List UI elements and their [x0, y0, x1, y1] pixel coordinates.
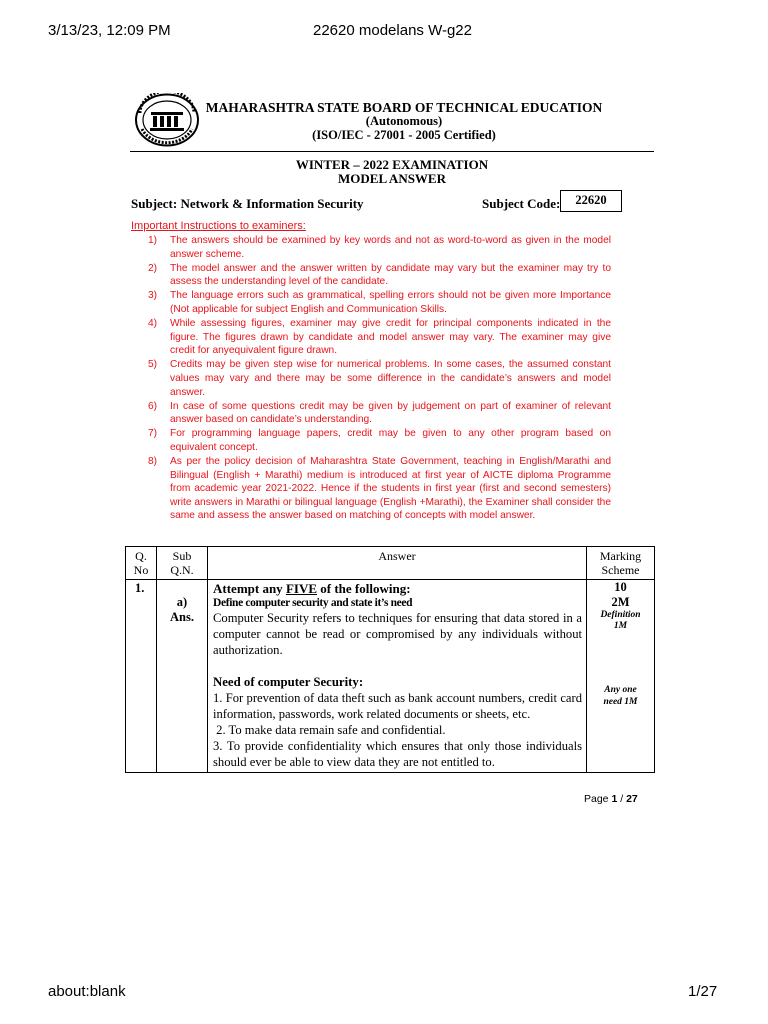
- cell-marking: 10 2M Definition 1M Any one need 1M: [587, 580, 655, 773]
- question-text: Define computer security and state it’s need: [213, 597, 413, 609]
- table-row: [126, 580, 655, 773]
- need-heading: Need of computer Security:: [213, 675, 364, 689]
- answer-table: [125, 546, 655, 773]
- table-header-row: [126, 547, 655, 580]
- instructions-list: [131, 234, 611, 523]
- header-subqn: Sub Q.N.: [157, 547, 208, 580]
- print-datetime: 3/13/23, 12:09 PM: [48, 22, 171, 39]
- instruction-item: [131, 317, 611, 358]
- instruction-number: 2): [148, 262, 158, 274]
- print-page-counter: 1/27: [688, 983, 718, 1000]
- msbte-logo: [134, 93, 200, 147]
- print-url: about:blank: [48, 983, 126, 1000]
- page-number: Page 1 / 27: [584, 793, 638, 805]
- instruction-item: [131, 427, 611, 454]
- exam-title: WINTER – 2022 EXAMINATION: [295, 157, 489, 172]
- instructions-title: Important Instructions to examiners:: [131, 220, 306, 232]
- header-divider: [130, 151, 654, 152]
- instruction-item: [131, 358, 611, 399]
- instruction-text: In case of some questions credit may be given by judgement on part of examiner of relevant answer based on candidate’s understanding.: [170, 400, 611, 426]
- instruction-item: [131, 262, 611, 289]
- subject-code-box: 22620: [560, 190, 622, 212]
- instruction-item: [131, 234, 611, 261]
- cell-subqn: a) Ans.: [157, 580, 208, 773]
- instruction-number: 4): [148, 318, 158, 330]
- instruction-text: The model answer and the answer written by candidate may vary but the examiner may try to assess the understanding level of the candidate.: [170, 262, 611, 288]
- org-certification: (ISO/IEC - 27001 - 2005 Certified): [312, 128, 496, 142]
- question-instruction: Attempt any FIVE of the following:: [213, 581, 411, 596]
- instruction-number: 6): [148, 400, 158, 412]
- instruction-text: The answers should be examined by key words and not as word-to-word as given in the model answer scheme.: [170, 235, 611, 260]
- cell-qno: 1.: [126, 580, 157, 773]
- instruction-text: The language errors such as grammatical, spelling errors should not be given more Importance (Not applicable for subject English and Communication Skills.: [170, 290, 611, 315]
- instruction-item: [131, 455, 611, 523]
- need-point-3: 3. To provide confidentiality which ensures that only those individuals should ever be able to view data they are not entitled to.: [213, 739, 582, 769]
- need-point-2: 2. To make data remain safe and confidential.: [213, 723, 446, 737]
- need-point-1: 1. For prevention of data theft such as bank account numbers, credit card information, passwords, work related documents or sheets, etc.: [213, 691, 582, 721]
- org-name: MAHARASHTRA STATE BOARD OF TECHNICAL EDUCATION: [205, 100, 603, 115]
- instruction-number: 3): [148, 290, 158, 302]
- instruction-number: 8): [148, 456, 158, 467]
- instruction-number: 5): [148, 359, 158, 371]
- instruction-number: 7): [148, 428, 158, 440]
- header-answer: Answer: [208, 547, 587, 580]
- print-doc-title: 22620 modelans W-g22: [313, 22, 472, 39]
- header-marking: Marking Scheme: [587, 547, 655, 580]
- answer-definition: Computer Security refers to techniques for ensuring that data stored in a computer cannot be read or compromised by any individuals without authorization.: [213, 611, 582, 657]
- subject-code-label: Subject Code:: [482, 196, 561, 211]
- cell-answer: [208, 580, 587, 773]
- instruction-number: 1): [148, 235, 158, 246]
- instruction-text: For programming language papers, credit may be given to any other program based on equivalent concept.: [170, 428, 611, 453]
- instruction-text: While assessing figures, examiner may give credit for principal components indicated in the figure. The figures drawn by candidate and model answer may vary. The examiner may give credit for anyequivalent figure drawn.: [170, 318, 611, 357]
- instruction-item: [131, 400, 611, 427]
- org-autonomous: (Autonomous): [365, 114, 443, 128]
- instruction-item: [131, 289, 611, 316]
- subject-label: Subject: Network & Information Security: [131, 196, 364, 211]
- instruction-text: Credits may be given step wise for numerical problems. In some cases, the assumed constant values may vary and there may be some difference in the candidate’s answers and model answer.: [170, 359, 611, 398]
- instruction-text: As per the policy decision of Maharashtra State Government, teaching in English/Marathi and Bilingual (English + Marathi) medium is introduced at first year of AICTE diploma Programme from academic year 2021-2022. Hence if the students in first year (first and second semesters) write answers in Marathi or bilingual language (English +Marathi), the Examiner shall consider the same and assess the answer based on matching of concepts with model answer.: [170, 456, 611, 522]
- doc-type: MODEL ANSWER: [338, 171, 446, 186]
- header-qno: Q. No: [126, 547, 157, 580]
